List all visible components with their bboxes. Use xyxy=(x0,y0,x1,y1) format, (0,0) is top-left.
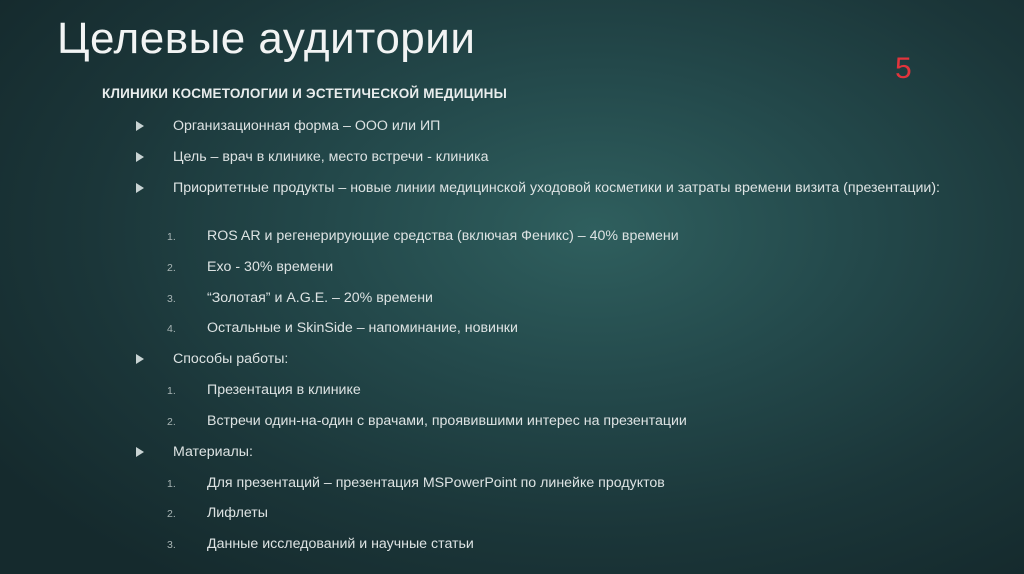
triangle-right-icon xyxy=(136,354,146,364)
triangle-right-icon xyxy=(136,183,146,193)
item-number: 3. xyxy=(167,293,176,305)
slide-number: 5 xyxy=(895,52,912,85)
item-number: 4. xyxy=(167,323,176,335)
item-text: Exo - 30% времени xyxy=(207,259,334,275)
item-text: Презентация в клинике xyxy=(207,382,361,398)
item-text: Лифлеты xyxy=(207,505,268,521)
item-number: 1. xyxy=(167,231,176,243)
item-number: 2. xyxy=(167,262,176,274)
item-text: ROS AR и регенерирующие средства (включая Феникс) – 40% времени xyxy=(207,228,679,244)
bullet-text: Организационная форма – ООО или ИП xyxy=(173,118,441,134)
item-number: 2. xyxy=(167,416,176,428)
triangle-right-icon xyxy=(136,152,146,162)
slide-title: Целевые аудитории xyxy=(57,14,476,63)
bullet-text: Цель – врач в клинике, место встречи - клиника xyxy=(173,149,489,165)
triangle-right-icon xyxy=(136,121,146,131)
item-text: Данные исследований и научные статьи xyxy=(207,536,474,552)
item-number: 2. xyxy=(167,508,176,520)
section-subtitle: КЛИНИКИ КОСМЕТОЛОГИИ И ЭСТЕТИЧЕСКОЙ МЕДИЦИНЫ xyxy=(102,86,507,101)
item-text: Остальные и SkinSide – напоминание, новинки xyxy=(207,320,518,336)
item-number: 1. xyxy=(167,478,176,490)
bullet-text: Материалы: xyxy=(173,444,253,460)
bullet-text: Приоритетные продукты – новые линии медицинской уходовой косметики и затраты времени визита (презентации): xyxy=(173,180,940,196)
item-number: 1. xyxy=(167,385,176,397)
item-text: Для презентаций – презентация MSPowerPoint по линейке продуктов xyxy=(207,475,665,491)
item-number: 3. xyxy=(167,539,176,551)
triangle-right-icon xyxy=(136,447,146,457)
bullet-text: Способы работы: xyxy=(173,351,289,367)
item-text: Встречи один-на-один с врачами, проявившими интерес на презентации xyxy=(207,413,687,429)
item-text: “Золотая” и A.G.E. – 20% времени xyxy=(207,290,433,306)
